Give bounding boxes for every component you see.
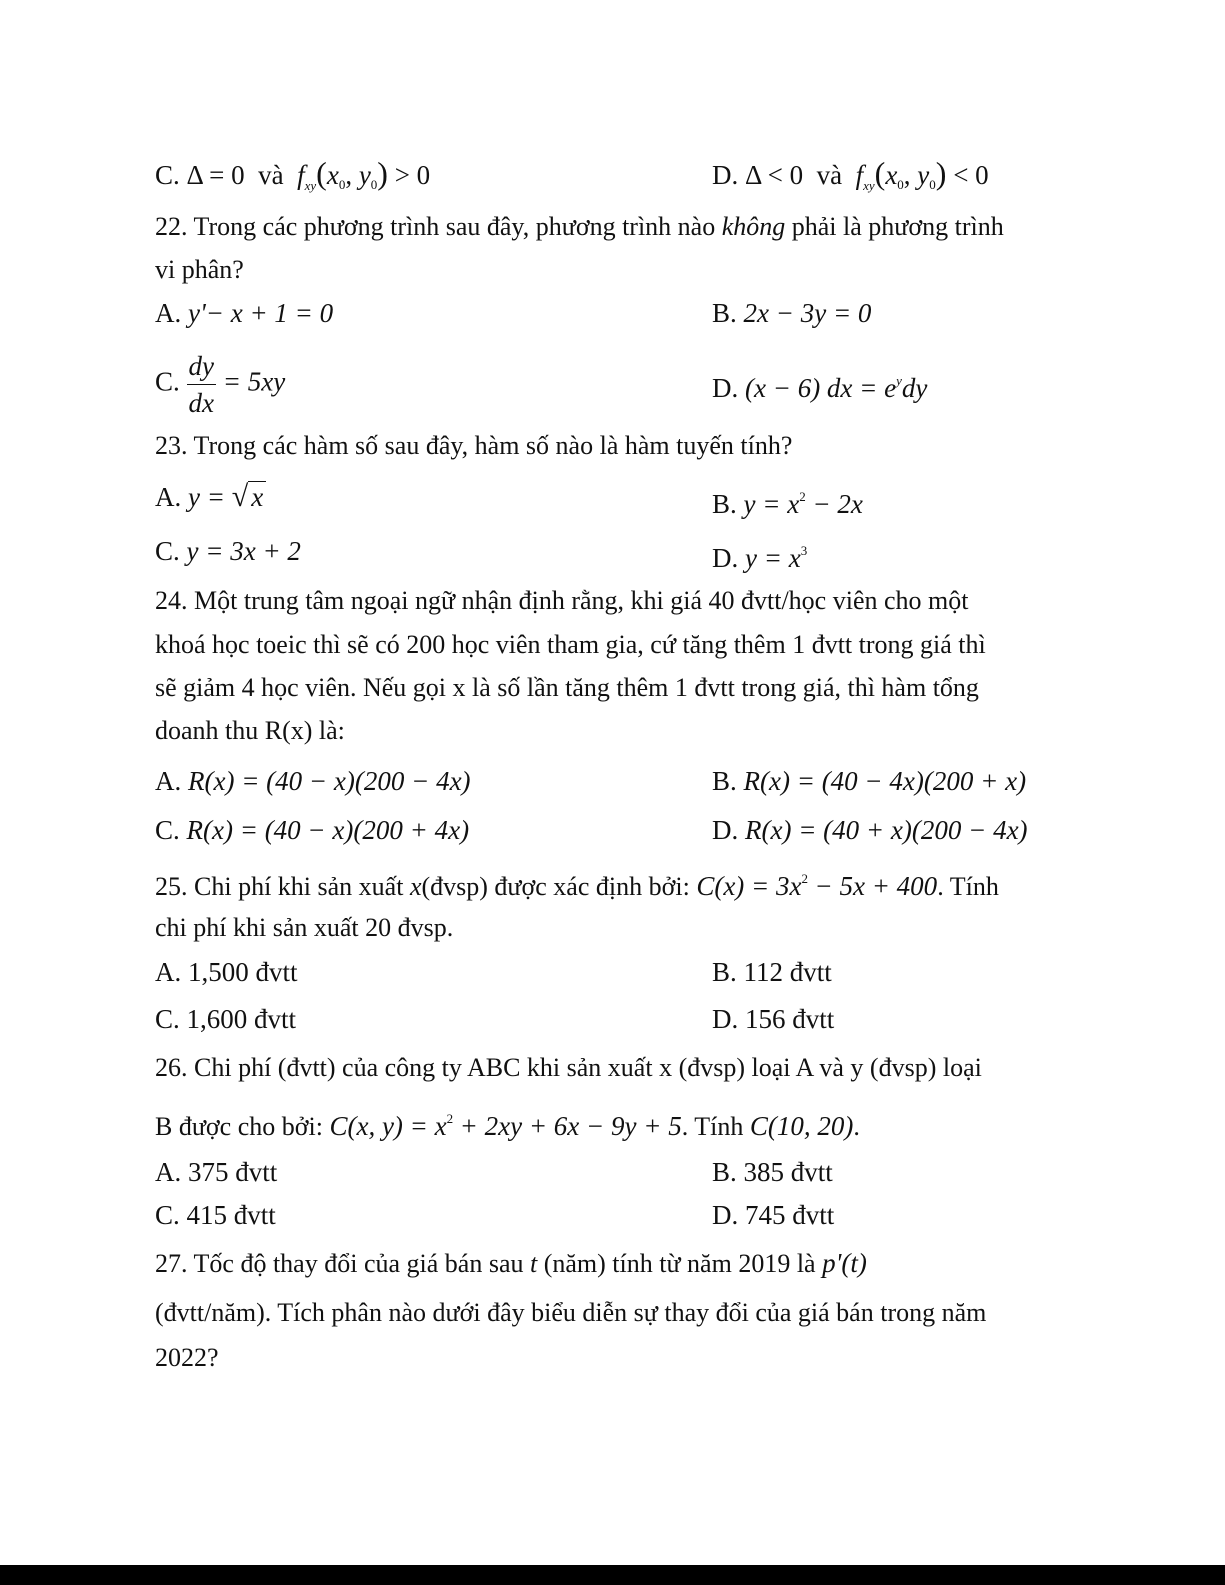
sqrt-sign: √ x: [232, 482, 266, 512]
q23-stem: 23. Trong các hàm số sau đây, hàm số nào là hàm tuyến tính?: [155, 431, 793, 460]
q21-option-d: D. Δ < 0 và $f_{xy}(x_0$, $y_0) < 0$: [712, 155, 989, 193]
q25-stem-line1: 25. Chi phí khi sản xuất x(đvsp) được xác định bởi: $C(x) = 3x^2 - 5x + 400$. Tính: [155, 871, 999, 901]
q24-stem-line2: khoá học toeic thì sẽ có 200 học viên tham gia, cứ tăng thêm 1 đvtt trong giá thì: [155, 630, 986, 659]
q22-option-a: A. y'− x + 1 = 0: [155, 298, 334, 328]
q25-option-c: C. 1,600 đvtt: [155, 1004, 297, 1034]
q26-option-b: B. 385 đvtt: [712, 1157, 833, 1187]
q23-option-b: B. $y = x^2 - 2x$: [712, 489, 863, 519]
q23-option-a: A. y = √ x: [155, 482, 266, 512]
q25-stem-line2: chi phí khi sản xuất 20 đvsp.: [155, 913, 454, 942]
q23-option-d: D. $y = x^3$: [712, 543, 808, 573]
q24-stem-line3: sẽ giảm 4 học viên. Nếu gọi x là số lần tăng thêm 1 đvtt trong giá, thì hàm tổng: [155, 673, 979, 702]
page-bottom-border: [0, 1565, 1225, 1585]
q26-option-d: D. 745 đvtt: [712, 1200, 835, 1230]
q22-option-c: C. $\frac{dy}{dx}$ = 5xy: [155, 348, 285, 421]
q24-option-b: B. R(x) = (40 − 4x)(200 + x): [712, 766, 1027, 796]
fraction-dy-dx: $\frac{dy}{dx}$: [187, 348, 216, 421]
q22-option-d: D. (x − 6) dx = $e^ydy$: [712, 373, 928, 403]
q22-stem-line2: vi phân?: [155, 255, 244, 284]
q22-stem-line1: 22. Trong các phương trình sau đây, phương trình nào không phải là phương trình: [155, 212, 1004, 241]
q24-stem-line1: 24. Một trung tâm ngoại ngữ nhận định rằng, khi giá 40 đvtt/học viên cho một: [155, 586, 969, 615]
q21-option-c: C. Δ = 0 và $f_{xy}(x_0$, $y_0) > 0$: [155, 155, 431, 193]
q22-option-b: B. 2x − 3y = 0: [712, 298, 872, 328]
q25-option-d: D. 156 đvtt: [712, 1004, 835, 1034]
q27-stem-line3: 2022?: [155, 1343, 219, 1372]
q24-option-d: D. R(x) = (40 + x)(200 − 4x): [712, 815, 1028, 845]
q23-option-c: C. y = 3x + 2: [155, 536, 301, 566]
q24-stem-line4: doanh thu R(x) là:: [155, 716, 345, 745]
q26-option-a: A. 375 đvtt: [155, 1157, 278, 1187]
q25-option-a: A. 1,500 đvtt: [155, 957, 298, 987]
q25-option-b: B. 112 đvtt: [712, 957, 832, 987]
q24-option-a: A. R(x) = (40 − x)(200 − 4x): [155, 766, 471, 796]
q26-option-c: C. 415 đvtt: [155, 1200, 276, 1230]
q24-option-c: C. R(x) = (40 − x)(200 + 4x): [155, 815, 470, 845]
q26-stem-line1: 26. Chi phí (đvtt) của công ty ABC khi sản xuất x (đvsp) loại A và y (đvsp) loại: [155, 1053, 982, 1082]
q27-stem-line2: (đvtt/năm). Tích phân nào dưới đây biểu diễn sự thay đổi của giá bán trong năm: [155, 1298, 987, 1327]
q27-stem-line1: 27. Tốc độ thay đổi của giá bán sau t (năm) tính từ năm 2019 là p'(t): [155, 1248, 867, 1278]
q26-stem-line2: B được cho bởi: C(x, $y) = x^2 + 2xy + 6x - 9y + 5$. Tính C(10, 20).: [155, 1111, 860, 1141]
